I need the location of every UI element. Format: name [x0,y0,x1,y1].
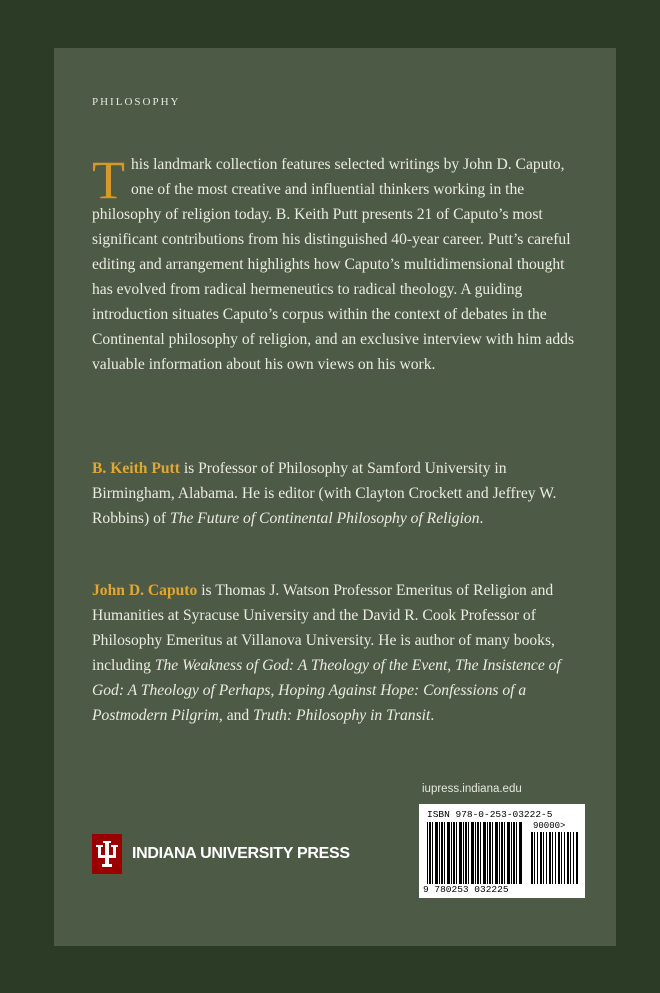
separator: , and [218,707,254,724]
isbn-label: ISBN 978-0-253-03222-5 [427,809,553,820]
ean-number: 9 780253 032225 [423,884,509,895]
author-bio-text: is Thomas J. Watson Professor Emeritus of Religion and Humanities at Syracuse University and the David R. Cook Professor of Philosophy Emeritus at Villanova University. He is author of many books, including [92,582,555,674]
author-bio [92,578,576,728]
drop-cap: T [92,150,125,210]
category-label: PHILOSOPHY [92,96,181,108]
author-name: John D. Caputo [92,582,198,599]
publisher-website: iupress.indiana.edu [422,783,522,795]
author-bio-end: . [430,707,435,724]
separator: , [447,657,456,674]
price-code: 90000> [533,821,566,831]
editor-bio [92,456,576,531]
price-barcode-bars [531,832,579,884]
trident-logo-icon [92,834,122,874]
separator: , [270,682,279,699]
editor-bio-end: . [479,510,484,527]
book-title-4: Truth: Philosophy in Transit [253,707,431,724]
editor-name: B. Keith Putt [92,460,180,477]
book-title-1: The Weakness of God: A Theology of the Event [154,657,448,674]
description-text: his landmark collection features selected writings by John D. Caputo, one of the most creative and influential thinkers working in the philosophy of religion today. B. Keith Putt presents 21 of Caputo’s most significant contributions from his distinguished 40-year career. Putt’s careful editing and arrangement highlights how Caputo’s multidimensional thought has evolved from radical hermeneutics to radical theology. A guiding introduction situates Caputo’s corpus within the context of debates in the Continental philosophy of religion, and an exclusive interview with him adds valuable information about his own views on his work. [92,156,575,373]
book-title-3: Hoping Against Hope: Confessions of a Postmodern Pilgrim [92,682,527,724]
editor-book-title: The Future of Continental Philosophy of Religion [169,510,480,527]
isbn-barcode [419,804,585,898]
ean-barcode-bars [427,822,523,884]
book-description [92,152,576,377]
book-title-2: The Insistence of God: A Theology of Perhaps [92,657,561,699]
back-cover-panel [54,48,616,946]
publisher-logo [92,834,350,874]
editor-bio-text: is Professor of Philosophy at Samford University in Birmingham, Alabama. He is editor (with Clayton Crockett and Jeffrey W. Robbins) of [92,460,557,527]
publisher-name: INDIANA UNIVERSITY PRESS [132,845,350,862]
